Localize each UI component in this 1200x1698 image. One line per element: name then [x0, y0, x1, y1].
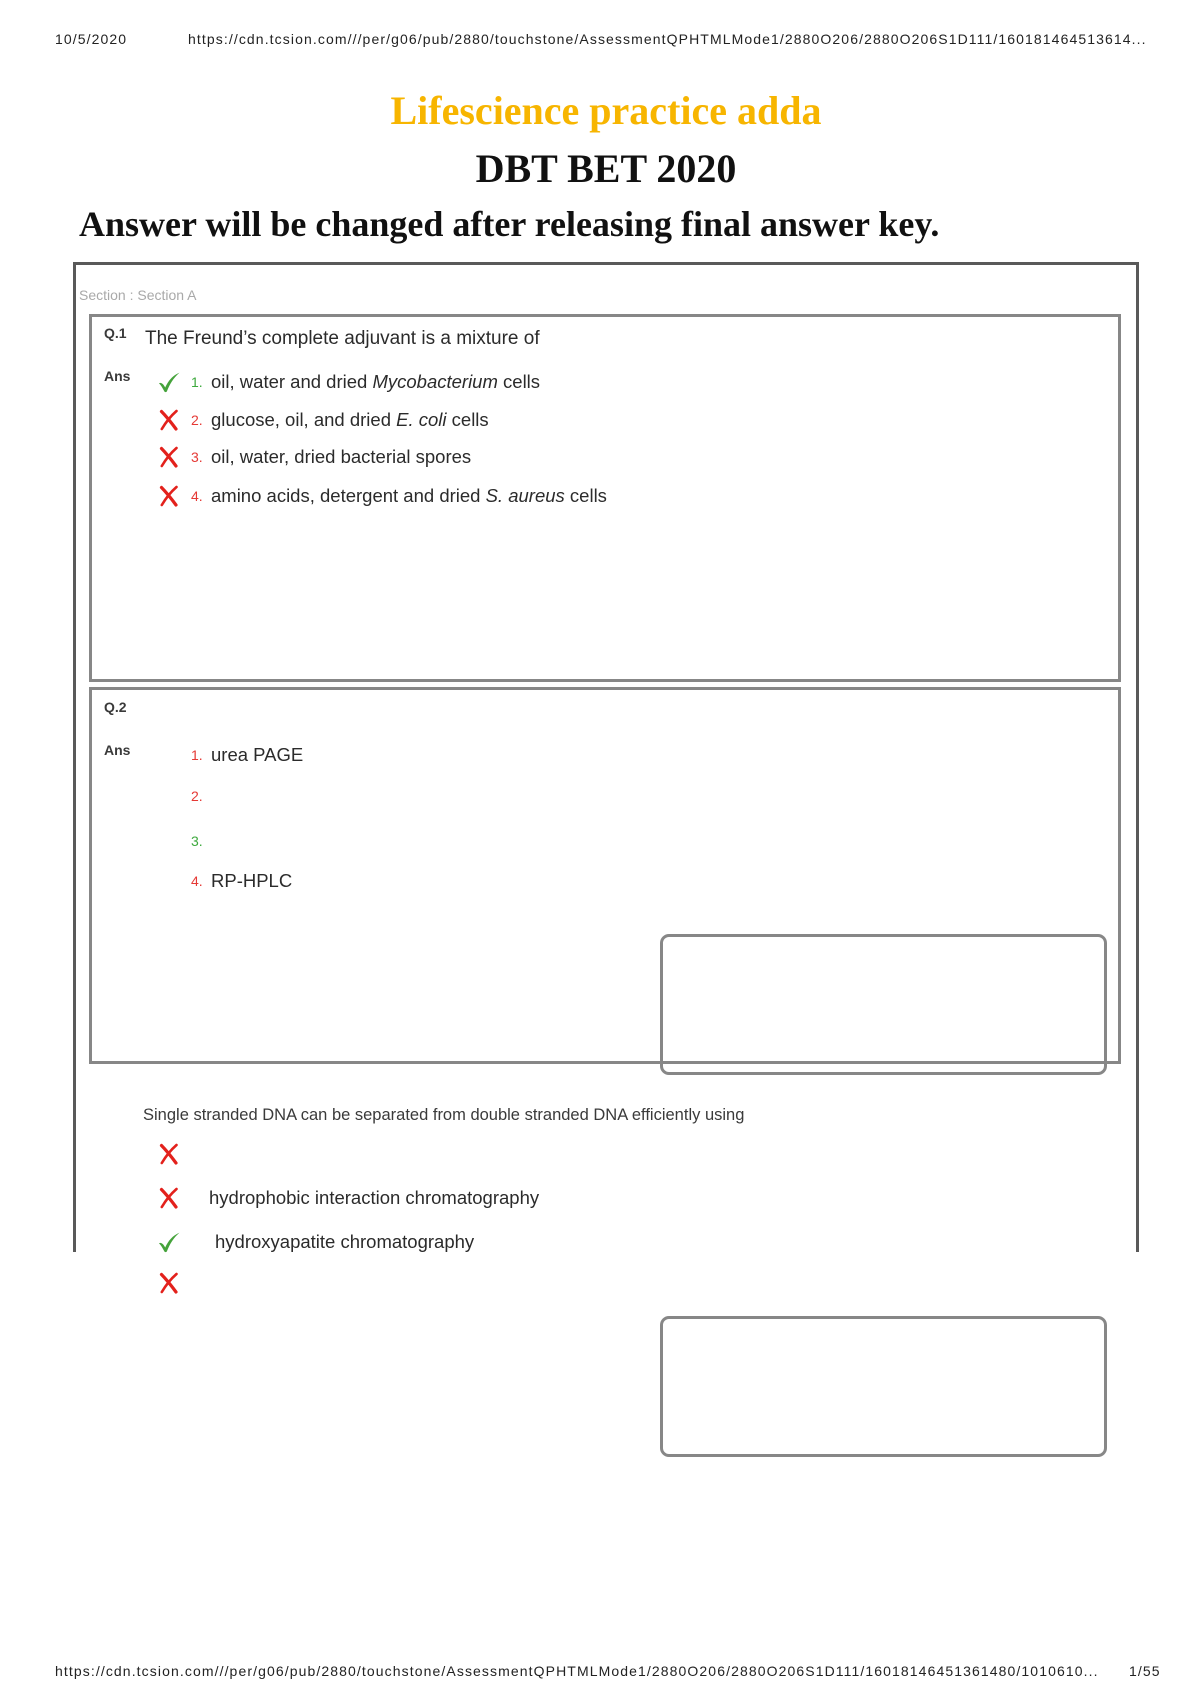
option-species-name: S. aureus: [485, 485, 565, 506]
option-number: 4.: [191, 488, 203, 504]
cross-icon: [157, 1142, 181, 1166]
cross-icon: [157, 445, 181, 469]
question-text: Single stranded DNA can be separated from double stranded DNA efficiently using: [143, 1106, 745, 1124]
option-text-part: oil, water and dried: [211, 371, 373, 392]
option-row: [191, 784, 211, 808]
question-text: The Freund’s complete adjuvant is a mixture of: [145, 328, 540, 349]
option-text: hydrophobic interaction chromatography: [209, 1187, 540, 1208]
option-row: [157, 1230, 474, 1254]
print-date: 10/5/2020: [55, 31, 128, 47]
check-icon: [157, 1230, 181, 1254]
option-text: RP-HPLC: [211, 870, 293, 891]
option-text: [211, 371, 540, 393]
option-text-part: cells: [497, 371, 541, 392]
option-number: 1.: [191, 747, 203, 763]
option-text-part: cells: [564, 485, 607, 506]
question-number: Q.1: [104, 325, 127, 341]
check-icon: [157, 370, 181, 394]
exam-title: DBT BET 2020: [475, 146, 737, 191]
option-text: [211, 485, 607, 507]
option-species-name: E. coli: [396, 409, 447, 430]
blank-box: [660, 934, 1107, 1075]
answer-label: Ans: [104, 742, 131, 758]
option-number: 4.: [191, 873, 203, 889]
option-text-part: cells: [446, 409, 489, 430]
option-number: 2.: [191, 412, 203, 428]
question-number: Q.2: [104, 699, 127, 715]
option-text: [211, 409, 489, 431]
option-number: 1.: [191, 374, 203, 390]
option-number: 2.: [191, 788, 203, 804]
option-number: 3.: [191, 833, 203, 849]
cross-icon: [157, 1271, 181, 1295]
notice-text: Answer will be changed after releasing final answer key.: [79, 204, 940, 244]
print-footer-url: https://cdn.tcsion.com///per/g06/pub/2880/touchstone/AssessmentQPHTMLMode1/2880O206/2880O206S1D111/16018146451361480/1010610...: [55, 1663, 1099, 1679]
question-1: [89, 314, 1121, 682]
option-row: [191, 743, 303, 767]
cross-icon: [157, 408, 181, 432]
answer-label: Ans: [104, 368, 131, 384]
option-row: [157, 1186, 539, 1210]
page-number: 1/55: [1129, 1663, 1161, 1679]
option-text-part: amino acids, detergent and dried: [211, 485, 486, 506]
brand-title: Lifescience practice adda: [390, 88, 822, 133]
option-species-name: Mycobacterium: [372, 371, 498, 392]
option-row: [157, 370, 540, 394]
section-label: Section : Section A: [79, 287, 197, 303]
option-row: [157, 408, 489, 432]
cross-icon: [157, 1186, 181, 1210]
option-row: [191, 829, 211, 853]
print-url: https://cdn.tcsion.com///per/g06/pub/2880/touchstone/AssessmentQPHTMLMode1/2880O206/2880O206S1D111/160181464513614...: [188, 31, 1147, 47]
cross-icon: [157, 484, 181, 508]
option-row: [157, 1271, 209, 1295]
option-row: [191, 869, 292, 893]
blank-box: [660, 1316, 1107, 1457]
option-text: urea PAGE: [211, 744, 304, 765]
option-text: oil, water, dried bacterial spores: [211, 446, 472, 467]
option-row: [157, 1142, 209, 1166]
option-text-part: glucose, oil, and dried: [211, 409, 397, 430]
option-text: hydroxyapatite chromatography: [215, 1231, 475, 1252]
option-row: [157, 445, 471, 469]
option-row: [157, 484, 607, 508]
option-number: 3.: [191, 449, 203, 465]
